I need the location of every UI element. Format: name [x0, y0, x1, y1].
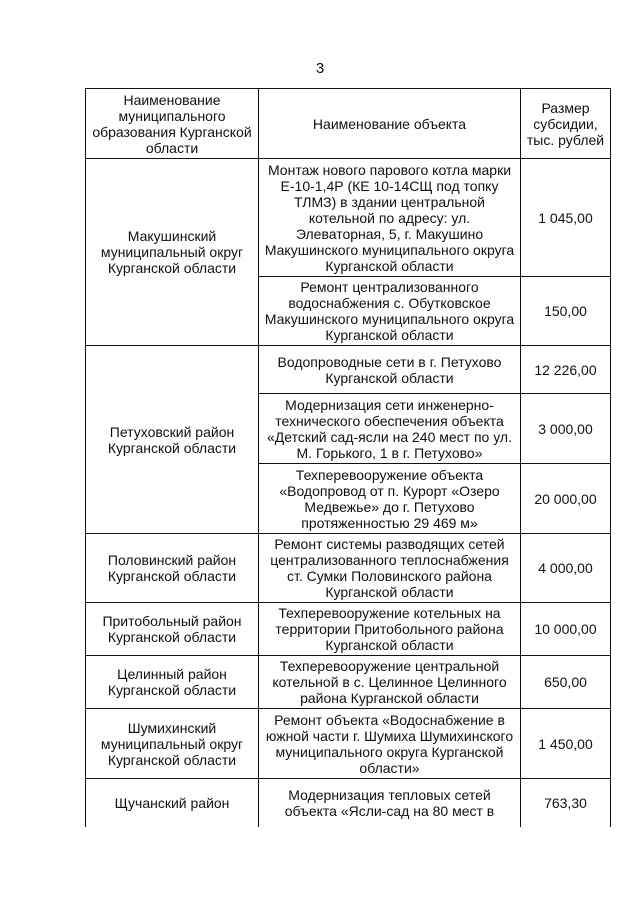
object-cell: Монтаж нового парового котла марки Е-10-1,4Р (КЕ 10-14СЩ под топку ТЛМЗ) в здании центральной котельной по адресу: ул. Элеваторная, 5, г. Макушино Макушинского муниципального округа Курганской области	[259, 159, 521, 277]
amount-cell: 3 000,00	[521, 394, 611, 464]
object-cell: Ремонт системы разводящих сетей централизованного теплоснабжения ст. Сумки Половинского района Курганской области	[259, 534, 521, 603]
table-row	[86, 603, 611, 656]
amount-cell: 650,00	[521, 656, 611, 709]
object-cell: Ремонт централизованного водоснабжения с. Обутковское Макушинского муниципального округа Курганской области	[259, 277, 521, 346]
object-cell: Ремонт объекта «Водоснабжение в южной части г. Шумиха Шумихинского муниципального округа Курганской области»	[259, 709, 521, 779]
object-cell: Модернизация сети инженерно-технического обеспечения объекта «Детский сад-ясли на 240 мест по ул. М. Горького, 1 в г. Петухово»	[259, 394, 521, 464]
amount-cell: 1 045,00	[521, 159, 611, 277]
municipality-cell: Целинный район Курганской области	[86, 656, 259, 709]
amount-cell: 10 000,00	[521, 603, 611, 656]
object-cell: Техперевооружение центральной котельной в с. Целинное Целинного района Курганской области	[259, 656, 521, 709]
table-row	[86, 779, 611, 827]
header-municipality: Наименование муниципального образования Курганской области	[86, 89, 259, 159]
table-row	[86, 346, 611, 394]
amount-cell: 20 000,00	[521, 464, 611, 534]
header-subsidy: Размер субсидии, тыс. рублей	[521, 89, 611, 159]
municipality-cell: Щучанский район	[86, 779, 259, 827]
object-cell: Техперевооружение объекта «Водопровод от п. Курорт «Озеро Медвежье» до г. Петухово протяженностью 29 469 м»	[259, 464, 521, 534]
object-cell: Водопроводные сети в г. Петухово Курганской области	[259, 346, 521, 394]
municipality-cell: Макушинский муниципальный округ Курганской области	[86, 159, 259, 346]
amount-cell: 150,00	[521, 277, 611, 346]
municipality-cell: Половинский район Курганской области	[86, 534, 259, 603]
municipality-cell: Притобольный район Курганской области	[86, 603, 259, 656]
table-row	[86, 159, 611, 277]
subsidy-table	[85, 88, 611, 827]
table-row	[86, 534, 611, 603]
amount-cell: 12 226,00	[521, 346, 611, 394]
amount-cell: 763,30	[521, 779, 611, 827]
page-number: 3	[315, 60, 325, 77]
table-header-row	[86, 89, 611, 159]
header-object: Наименование объекта	[259, 89, 521, 159]
table-row	[86, 656, 611, 709]
object-cell: Техперевооружение котельных на территории Притобольного района Курганской области	[259, 603, 521, 656]
amount-cell: 4 000,00	[521, 534, 611, 603]
amount-cell: 1 450,00	[521, 709, 611, 779]
municipality-cell: Петуховский район Курганской области	[86, 346, 259, 534]
table-row	[86, 709, 611, 779]
municipality-cell: Шумихинский муниципальный округ Курганской области	[86, 709, 259, 779]
object-cell: Модернизация тепловых сетей объекта «Ясли-сад на 80 мест в	[259, 779, 521, 827]
